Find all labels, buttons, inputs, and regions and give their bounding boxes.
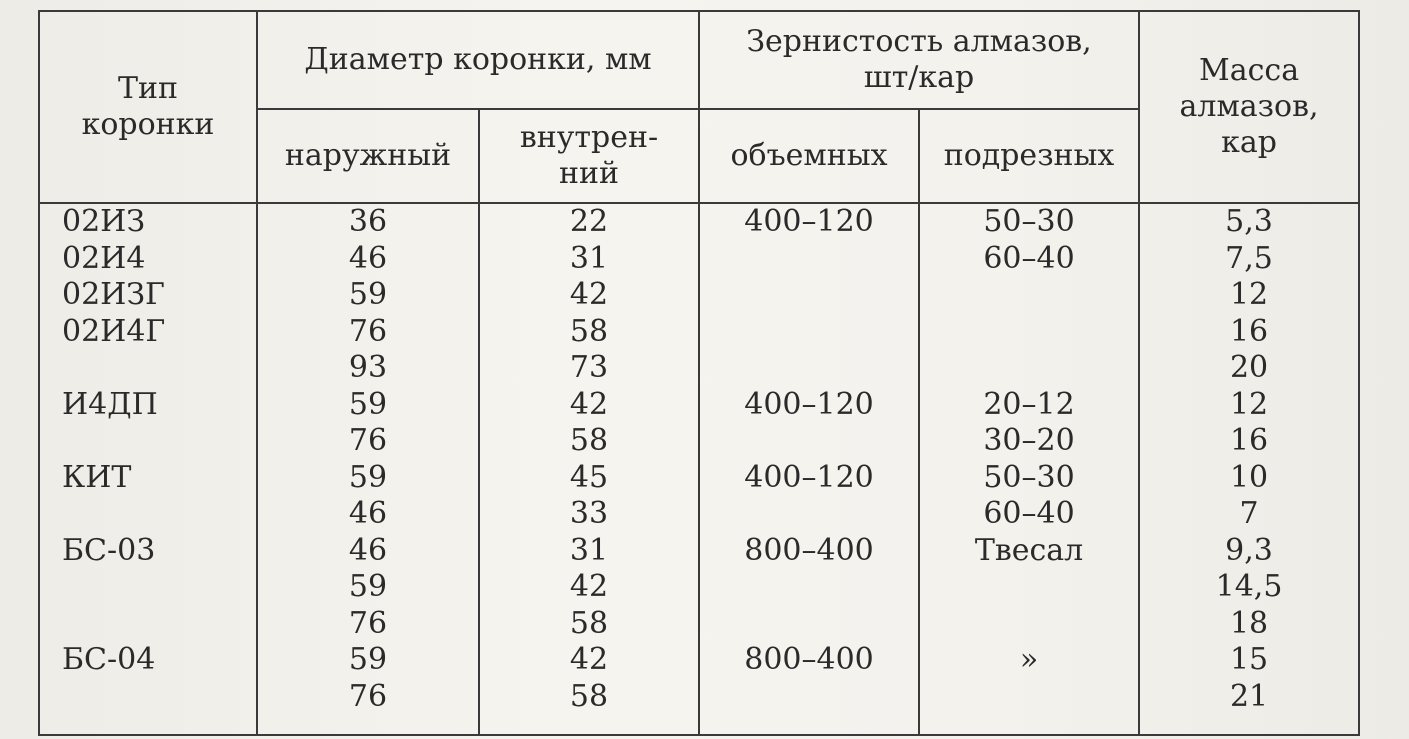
cell-mass: 7 (1239, 496, 1259, 531)
cell-volume (700, 679, 918, 716)
cell-inner: 42 (569, 386, 609, 422)
cell-undercut: Твесал (974, 532, 1084, 568)
cell-outer: 76 (348, 678, 388, 714)
cell-inner: 33 (569, 496, 609, 531)
cell-undercut: 50–30 (983, 459, 1075, 495)
cell-type (40, 679, 256, 716)
column-diamond-mass (1139, 203, 1359, 735)
header-diameter-inner: внутрен- ний (479, 109, 699, 203)
cell-type: БС-04 (62, 642, 156, 677)
cell-type (40, 423, 256, 460)
header-row-top (39, 11, 1359, 109)
cell-inner: 58 (569, 423, 609, 458)
header-grain-volume: объемных (699, 109, 919, 203)
cell-outer: 59 (348, 459, 388, 495)
cell-volume: 400–120 (744, 386, 874, 422)
cell-undercut: 30–20 (983, 423, 1075, 458)
cell-outer: 59 (348, 569, 388, 604)
cell-undercut (920, 350, 1138, 387)
column-diameter-inner (479, 203, 699, 735)
cell-type: 02И4Г (62, 313, 166, 349)
cell-mass: 9,3 (1225, 532, 1273, 568)
header-diamond-mass: Масса алмазов, кар (1139, 11, 1359, 203)
cell-mass: 16 (1229, 313, 1269, 349)
cell-undercut: 60–40 (983, 240, 1075, 276)
cell-volume (700, 241, 918, 278)
header-diamond-grain: Зернистость алмазов, шт/кар (699, 11, 1139, 109)
cell-undercut (920, 314, 1138, 351)
cell-inner: 31 (569, 532, 609, 568)
column-diameter-outer (257, 203, 479, 735)
cell-inner: 73 (569, 350, 609, 385)
cell-undercut (920, 679, 1138, 716)
cell-outer: 76 (348, 313, 388, 349)
cell-inner: 22 (569, 204, 609, 239)
column-grain-undercut (919, 203, 1139, 735)
table-body-row (39, 203, 1359, 735)
column-crown-type (39, 203, 257, 735)
cell-mass: 21 (1229, 678, 1269, 714)
cell-inner: 31 (569, 240, 609, 276)
column-grain-volume (699, 203, 919, 735)
cell-inner: 42 (569, 642, 609, 677)
cell-volume (700, 606, 918, 643)
cell-mass: 16 (1229, 423, 1269, 458)
cell-type (40, 569, 256, 606)
cell-type (40, 496, 256, 533)
cell-volume (700, 569, 918, 606)
cell-volume (700, 423, 918, 460)
cell-undercut: 20–12 (983, 386, 1075, 422)
cell-undercut (920, 277, 1138, 314)
cell-volume: 400–120 (744, 459, 874, 495)
cell-mass: 18 (1229, 605, 1269, 641)
cell-mass: 7,5 (1225, 240, 1273, 276)
cell-outer: 36 (348, 204, 388, 239)
cell-mass: 12 (1229, 386, 1269, 422)
cell-outer: 93 (348, 350, 388, 385)
cell-undercut: 50–30 (983, 204, 1075, 239)
cell-mass: 14,5 (1215, 569, 1283, 604)
cell-outer: 76 (348, 423, 388, 458)
cell-outer: 46 (348, 240, 388, 276)
cell-inner: 42 (569, 569, 609, 604)
cell-inner: 58 (569, 605, 609, 641)
cell-mass: 20 (1229, 350, 1269, 385)
cell-outer: 46 (348, 496, 388, 531)
cell-outer: 59 (348, 277, 388, 312)
cell-mass: 15 (1229, 642, 1269, 677)
cell-type (40, 350, 256, 387)
cell-undercut: 60–40 (983, 496, 1075, 531)
cell-undercut: » (1019, 642, 1039, 677)
crown-spec-table (38, 10, 1360, 736)
cell-outer: 59 (348, 386, 388, 422)
cell-type: БС-03 (62, 532, 156, 568)
header-diameter-outer: наружный (257, 109, 479, 203)
cell-volume: 800–400 (744, 532, 874, 568)
cell-undercut (920, 606, 1138, 643)
cell-outer: 59 (348, 642, 388, 677)
cell-mass: 5,3 (1225, 204, 1273, 239)
cell-type: 02ИЗГ (62, 277, 165, 312)
cell-mass: 12 (1229, 277, 1269, 312)
cell-type: КИТ (62, 459, 132, 495)
cell-volume: 400–120 (744, 204, 874, 239)
cell-undercut (920, 569, 1138, 606)
cell-type: 02ИЗ (62, 204, 146, 239)
cell-type: И4ДП (62, 386, 158, 422)
cell-outer: 76 (348, 605, 388, 641)
cell-type: 02И4 (62, 240, 146, 276)
cell-inner: 45 (569, 459, 609, 495)
cell-inner: 58 (569, 678, 609, 714)
cell-mass: 10 (1229, 459, 1269, 495)
cell-inner: 42 (569, 277, 609, 312)
cell-inner: 58 (569, 313, 609, 349)
cell-volume (700, 277, 918, 314)
cell-volume (700, 496, 918, 533)
header-grain-undercut: подрезных (919, 109, 1139, 203)
cell-volume (700, 350, 918, 387)
header-crown-type: Тип коронки (39, 11, 257, 203)
cell-outer: 46 (348, 532, 388, 568)
header-crown-diameter: Диаметр коронки, мм (257, 11, 699, 109)
cell-type (40, 606, 256, 643)
cell-volume: 800–400 (744, 642, 874, 677)
cell-volume (700, 314, 918, 351)
